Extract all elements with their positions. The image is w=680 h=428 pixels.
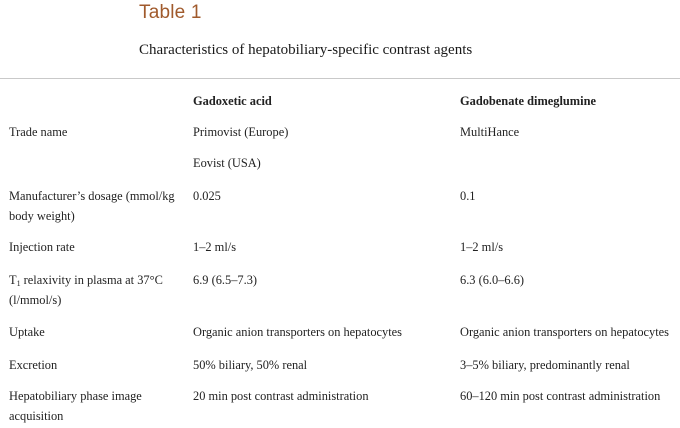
cell-uptake-gadobenate: Organic anion transporters on hepatocytes (460, 325, 669, 339)
cell-trade-name-gadobenate: MultiHance (460, 125, 520, 139)
row-label-excretion: Excretion (9, 358, 58, 372)
row-label-t1-line1: relaxivity in plasma at 37°C (20, 273, 163, 287)
row-label-injection-rate: Injection rate (9, 240, 75, 254)
row-label-hepatobiliary-phase (9, 386, 142, 426)
cell-hepatobiliary-gadobenate: 60–120 min post contrast administration (460, 389, 661, 403)
cell-trade-name-gadoxetic-usa: Eovist (USA) (193, 156, 261, 170)
cell-injection-rate-gadoxetic: 1–2 ml/s (193, 240, 237, 254)
cell-relaxivity-gadobenate: 6.3 (6.0–6.6) (460, 273, 525, 287)
cell-excretion-gadobenate: 3–5% biliary, predominantly renal (460, 358, 630, 372)
row-label-dosage (9, 186, 175, 226)
row-label-t1-subscript: 1 (16, 279, 21, 288)
table-label: Table 1 (139, 2, 202, 23)
table-top-rule (0, 78, 680, 79)
cell-uptake-gadoxetic: Organic anion transporters on hepatocytes (193, 325, 402, 339)
cell-dosage-gadoxetic: 0.025 (193, 189, 221, 203)
cell-relaxivity-gadoxetic: 6.9 (6.5–7.3) (193, 273, 258, 287)
column-header-gadoxetic-acid: Gadoxetic acid (193, 94, 272, 108)
cell-hepatobiliary-gadoxetic: 20 min post contrast administration (193, 389, 369, 403)
cell-trade-name-gadoxetic: Primovist (Europe) (193, 125, 289, 139)
row-label-dosage-line1: Manufacturer’s dosage (mmol/kg (9, 189, 175, 203)
row-label-trade-name: Trade name (9, 125, 68, 139)
table-caption: Characteristics of hepatobiliary-specific contrast agents (139, 42, 473, 58)
row-label-hepatobiliary-line1: Hepatobiliary phase image (9, 389, 142, 403)
row-label-dosage-line2: body weight) (9, 209, 75, 223)
row-label-t1-line2: (l/mmol/s) (9, 293, 62, 307)
row-label-hepatobiliary-line2: acquisition (9, 409, 64, 423)
row-label-t1-relaxivity (9, 270, 163, 310)
column-header-gadobenate-dimeglumine: Gadobenate dimeglumine (460, 94, 596, 108)
cell-excretion-gadoxetic: 50% biliary, 50% renal (193, 358, 308, 372)
cell-injection-rate-gadobenate: 1–2 ml/s (460, 240, 504, 254)
row-label-uptake: Uptake (9, 325, 45, 339)
cell-dosage-gadobenate: 0.1 (460, 189, 476, 203)
row-label-t1-prefix: T (9, 273, 17, 287)
